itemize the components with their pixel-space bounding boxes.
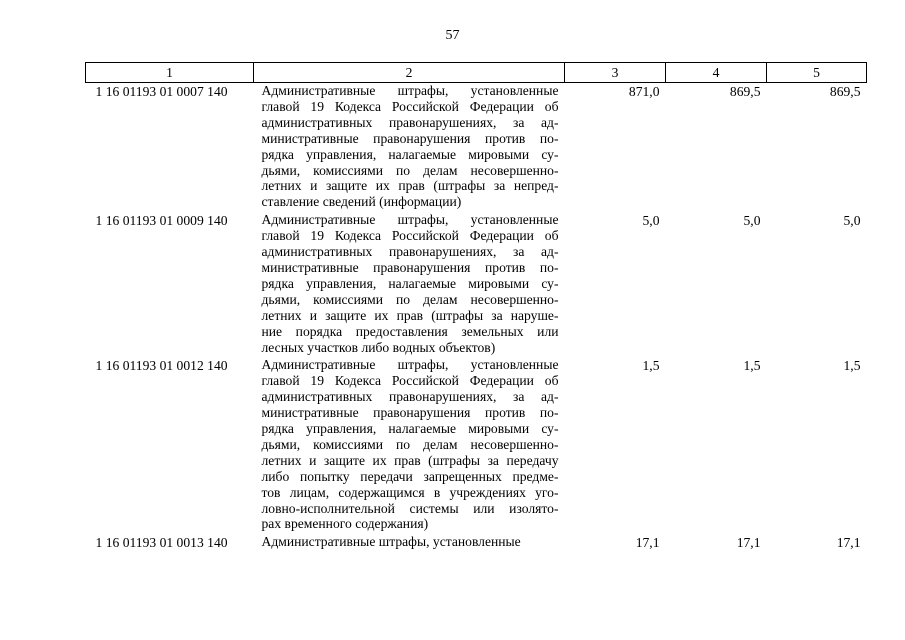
amount-column-4: 5,0 xyxy=(743,213,761,229)
description-line: Административные штрафы, установленные xyxy=(261,534,521,550)
description-line: министративные правонарушения против по- xyxy=(261,405,559,421)
description-line: Административные штрафы, установленные xyxy=(261,212,559,228)
description-line: летних и защите их прав (штрафы за наруше- xyxy=(261,307,559,323)
amount-column-3: 1,5 xyxy=(642,358,660,374)
description-line: рядка управления, налагаемые мировыми су- xyxy=(261,275,559,291)
table-body xyxy=(86,83,867,553)
table-header-row xyxy=(86,63,867,83)
amount-column-5: 1,5 xyxy=(843,358,861,374)
amount-column-4: 1,5 xyxy=(743,358,761,374)
table-row xyxy=(86,534,867,552)
description-line: летних и защите их прав (штрафы за непред- xyxy=(261,178,559,194)
description-line: Административные штрафы, установленные xyxy=(261,357,559,373)
description-line: рядка управления, налагаемые мировыми су- xyxy=(261,146,559,162)
description-line: лесных участков либо водных объектов) xyxy=(261,339,496,355)
description-line: административных правонарушениях, за ад- xyxy=(261,114,559,130)
column-header-3: 3 xyxy=(565,63,666,83)
amount-column-5: 17,1 xyxy=(836,535,861,551)
description-line: главой 19 Кодекса Российской Федерации об xyxy=(261,373,559,389)
revenue-description xyxy=(254,83,565,213)
revenue-description xyxy=(254,534,565,552)
amount-column-5: 869,5 xyxy=(829,84,861,99)
description-line: административных правонарушениях, за ад- xyxy=(261,244,559,260)
column-header-2: 2 xyxy=(254,63,565,83)
budget-classification-code: 1 16 01193 01 0013 140 xyxy=(95,535,228,551)
description-line: ловно-исполнительной системы или изолято- xyxy=(261,500,559,516)
amount-column-4: 17,1 xyxy=(736,535,761,551)
column-header-4: 4 xyxy=(666,63,767,83)
amount-column-3: 871,0 xyxy=(628,84,660,99)
description-line: дьями, комиссиями по делам несовершенно- xyxy=(261,291,559,307)
budget-classification-code: 1 16 01193 01 0007 140 xyxy=(95,84,228,99)
amount-column-4: 869,5 xyxy=(729,84,761,99)
revenue-description xyxy=(254,212,565,357)
column-header-5: 5 xyxy=(767,63,867,83)
description-line: ние порядка предоставления земельных или xyxy=(261,323,559,339)
budget-classification-code: 1 16 01193 01 0009 140 xyxy=(95,213,228,229)
column-header-1: 1 xyxy=(86,63,254,83)
description-line: Административные штрафы, установленные xyxy=(261,83,559,98)
description-line: дьями, комиссиями по делам несовершенно- xyxy=(261,436,559,452)
amount-column-3: 5,0 xyxy=(642,213,660,229)
description-line: ставление сведений (информации) xyxy=(261,194,462,210)
description-line: либо попытку передачи запрещенных предме- xyxy=(261,468,559,484)
table-row xyxy=(86,212,867,357)
table-row xyxy=(86,357,867,534)
description-line: главой 19 Кодекса Российской Федерации об xyxy=(261,98,559,114)
table-row xyxy=(86,83,867,213)
amount-column-5: 5,0 xyxy=(843,213,861,229)
description-line: административных правонарушениях, за ад- xyxy=(261,389,559,405)
description-line: министративные правонарушения против по- xyxy=(261,130,559,146)
description-line: летних и защите их прав (штрафы за передачу xyxy=(261,452,559,468)
revenue-description xyxy=(254,357,565,534)
budget-table xyxy=(85,62,867,552)
description-line: рах временного содержания) xyxy=(261,516,429,532)
description-line: главой 19 Кодекса Российской Федерации об xyxy=(261,228,559,244)
description-line: министративные правонарушения против по- xyxy=(261,259,559,275)
description-line: рядка управления, налагаемые мировыми су- xyxy=(261,421,559,437)
page-number: 57 xyxy=(445,28,460,43)
description-line: дьями, комиссиями по делам несовершенно- xyxy=(261,162,559,178)
amount-column-3: 17,1 xyxy=(635,535,660,551)
budget-classification-code: 1 16 01193 01 0012 140 xyxy=(95,358,228,374)
description-line: тов лицам, содержащимся в учреждениях уго- xyxy=(261,484,559,500)
